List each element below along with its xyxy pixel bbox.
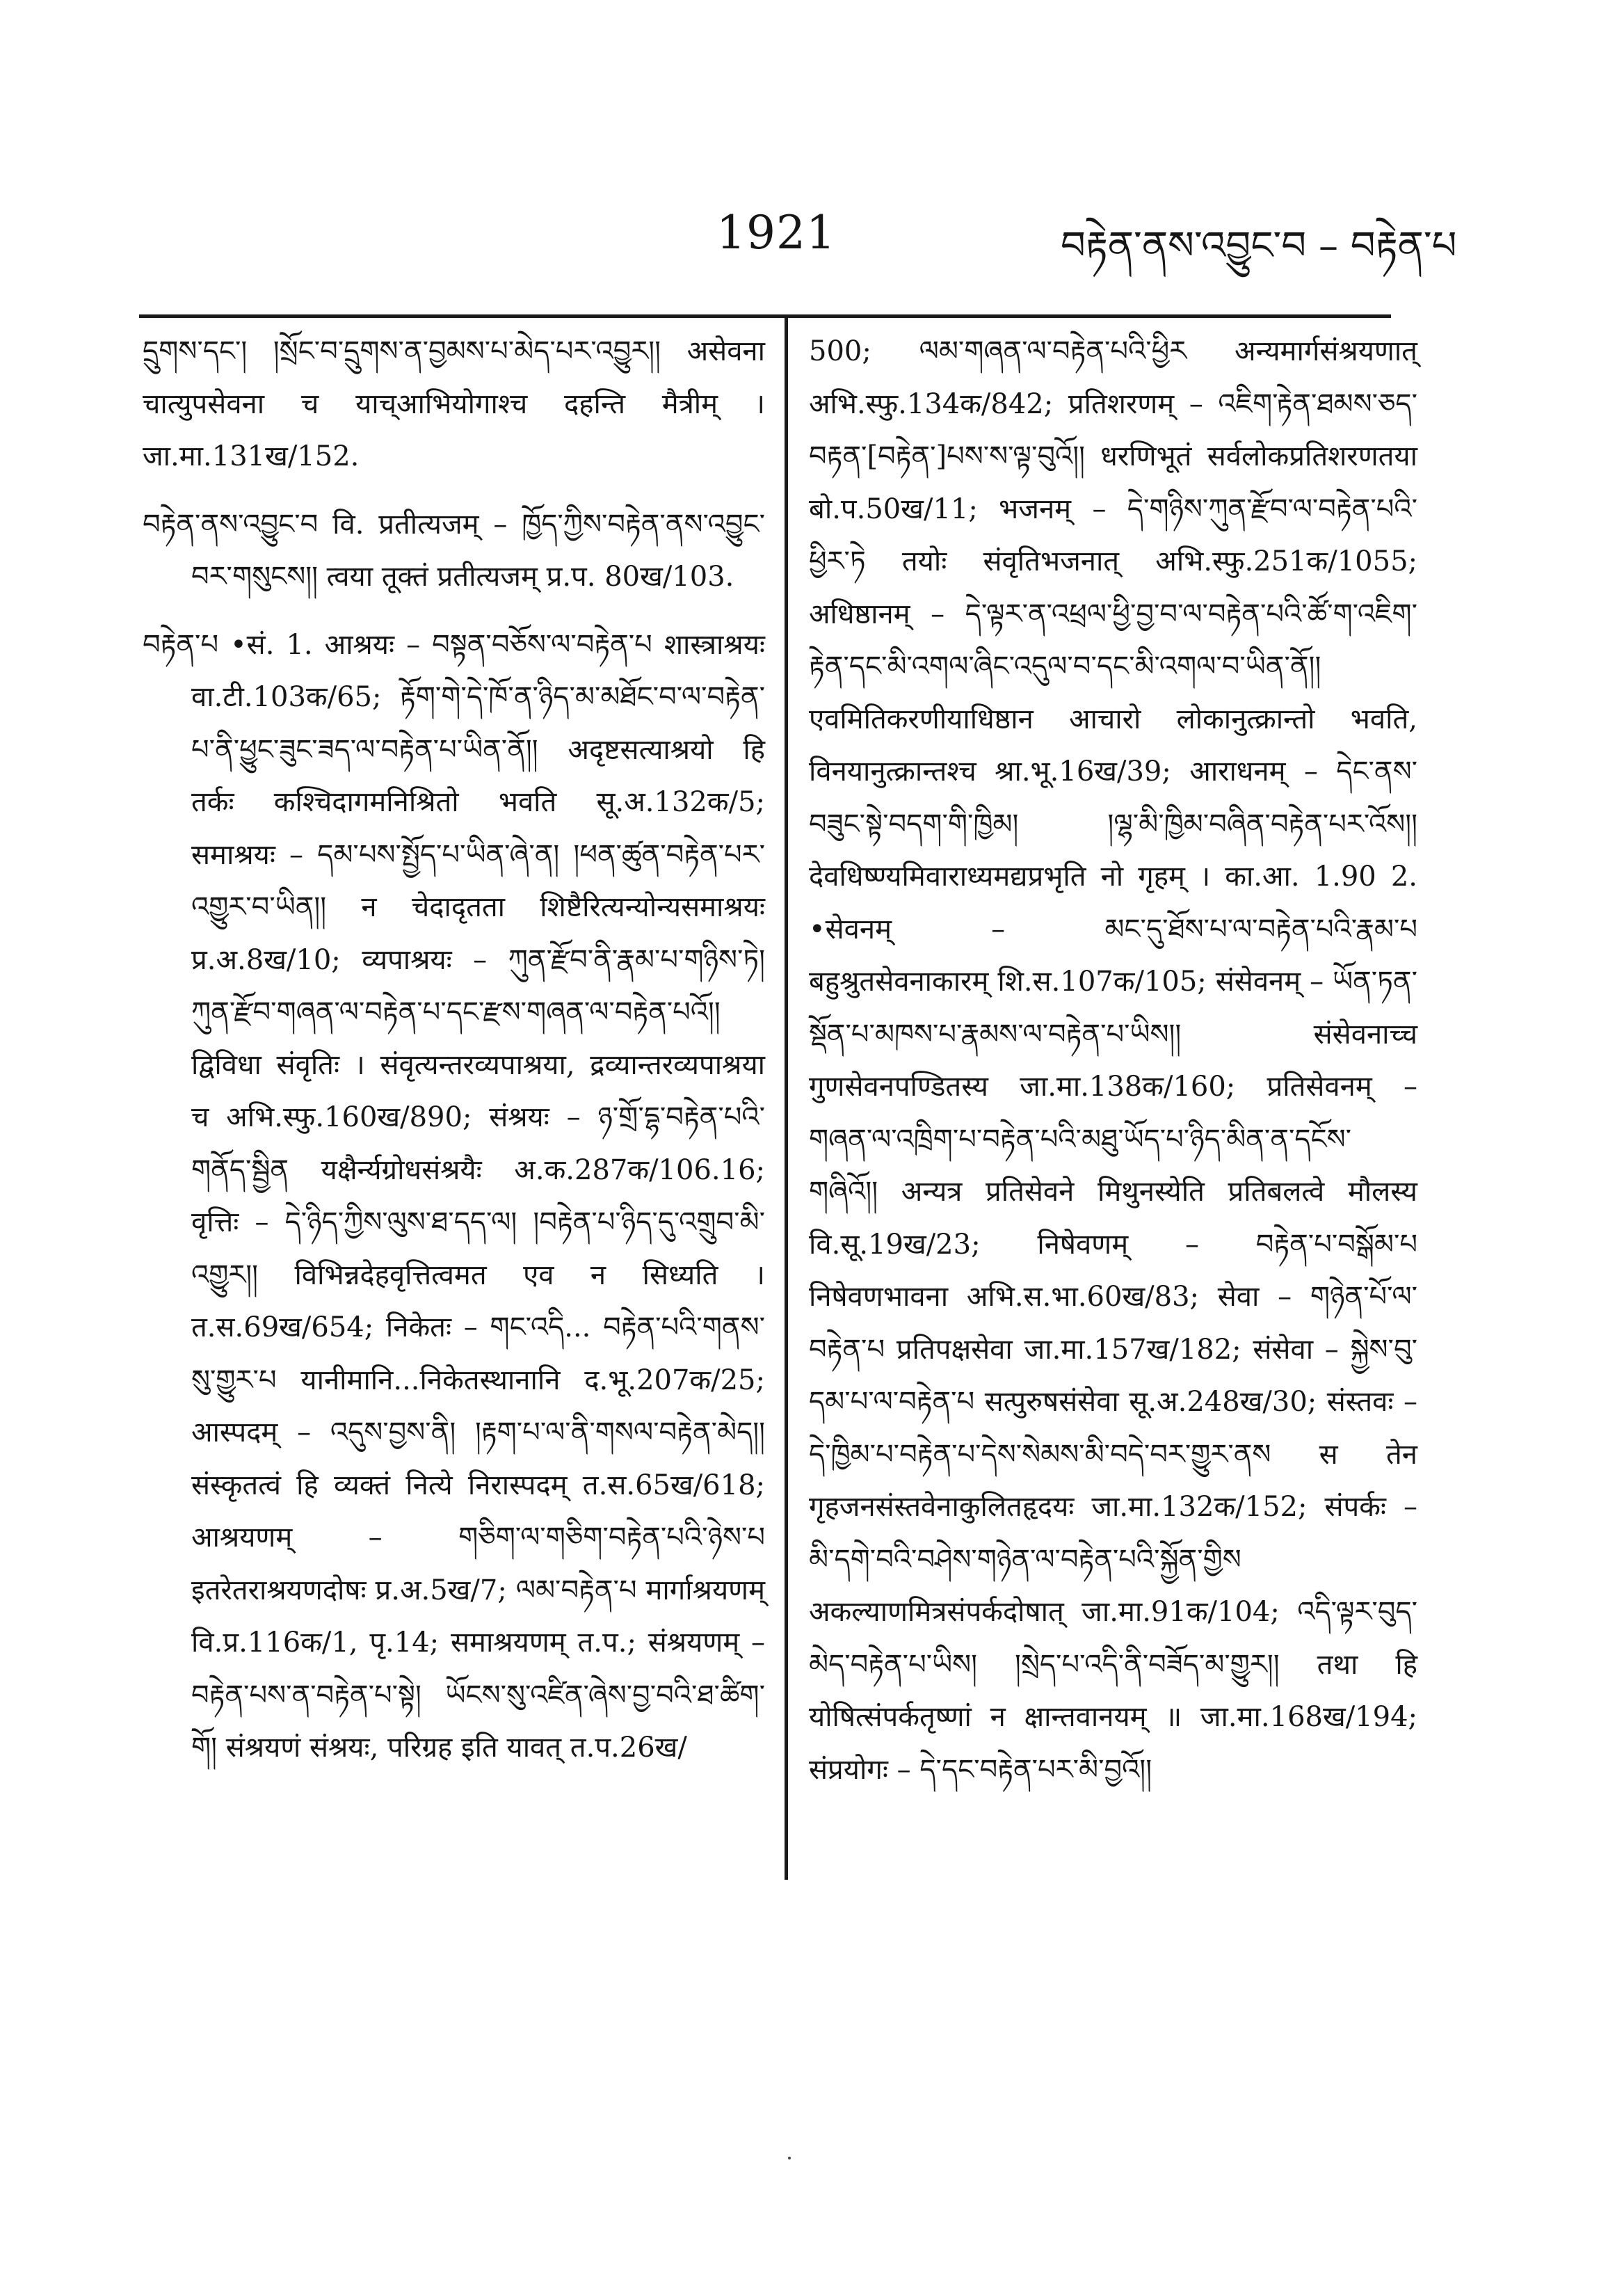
running-head: བརྟེན་ནས་འབྱུང་བ – བརྟེན་པ bbox=[1061, 223, 1457, 269]
entry-continuation-right bbox=[809, 326, 1417, 1796]
entry-text: བརྟེན་ནས་འབྱུང་བ वि. प्रतीत्यजम् – ཁྱོད་ཀྱིས་བརྟེན་ནས་འབྱུང་བར་གསུངས།། त्वया तूक्तं प्रतीत्यजम् प्र.प. 80ख/103. bbox=[143, 508, 765, 593]
right-column bbox=[809, 326, 1417, 1812]
entry-brten-pa bbox=[143, 619, 765, 1775]
entry-continuation bbox=[143, 326, 765, 484]
stray-mark bbox=[788, 2157, 791, 2159]
column-divider bbox=[785, 314, 788, 1880]
left-column bbox=[143, 326, 765, 1790]
entry-text: དྲུགས་དང་། །སྲོང་བ་དྲུགས་ན་བྱམས་པ་མེད་པར་འབྱུར།། असेवना चात्युपसेवना च याच्आभियोगाश्च दहन्ति मैत्रीम् । जा.मा.131ख/152. bbox=[143, 335, 765, 472]
page-number: 1921 bbox=[716, 206, 836, 259]
entry-text: 500; ལམ་གཞན་ལ་བརྟེན་པའི་ཕྱིར अन्यमार्गसंश्रयणात् अभि.स्फु.134क/842; प्रतिशरणम् – འཇིག་རྟེན་ཐམས་ཅད་བརྟན་[བརྟེན་]པས་ས་ལྟ་བུའོ།། धरणिभूतं सर्वलोकप्रतिशरणतया बो.प.50ख/11; भजनम् – དེ་གཉིས་ཀུན་རྫོབ་ལ་བརྟེན་པའི་ཕྱིར་ཏེ तयोः संवृतिभजनात् अभि.स्फु.251क/1055; अधिष्ठानम् – དེ་ལྟར་ན་འཕྲལ་ཕྱི་བྱ་བ་ལ་བརྟེན་པའི་ཚོ་ག་འཇིག་རྟེན་དང་མི་འགལ་ཞིང་འདུལ་བ་དང་མི་འགལ་བ་ཡིན་ནོ།། एवमितिकरणीयाधिष्ठान आचारो लोकानुत्क्रान्तो भवति, विनयानुत्क्रान्तश्च श्रा.भू.16ख/39; आराधनम् – དེང་ནས་བཟུང་སྟེ་བདག་གི་ཁྱིམ། །ལྷ་མི་ཁྱིམ་བཞིན་བརྟེན་པར་འོས།། देवधिष्ण्यमिवाराध्यमद्यप्रभृति नो गृहम् । का.आ. 1.90 2. •सेवनम् – མང་དུ་ཐོས་པ་ལ་བརྟེན་པའི་རྣམ་པ बहुश्रुतसेवनाकारम् शि.स.107क/105; संसेवनम् – ཡོན་ཏན་སྡོན་པ་མཁས་པ་རྣམས་ལ་བརྟེན་པ་ཡིས།། संसेवनाच्च गुणसेवनपण्डितस्य जा.मा.138क/160; प्रतिसेवनम् – གཞན་ལ་འཁྲིག་པ་བརྟེན་པའི་མཐུ་ཡོད་པ་ཉིད་མིན་ན་དངོས་གཞིའོ།། अन्यत्र प्रतिसेवने मिथुनस्येति प्रतिबलत्वे मौलस्य वि.सू.19ख/23; निषेवणम् – བརྟེན་པ་བསྒོམ་པ निषेवणभावना अभि.स.भा.60ख/83; सेवा – གཉེན་པོ་ལ་བརྟེན་པ प्रतिपक्षसेवा जा.मा.157ख/182; संसेवा – སྐྱེས་བུ་དམ་པ་ལ་བརྟེན་པ सत्पुरुषसंसेवा सू.अ.248ख/30; संस्तवः – དེ་ཁྱིམ་པ་བརྟེན་པ་དེས་སེམས་མི་བདེ་བར་གྱུར་ནས स तेन गृहजनसंस्तवेनाकुलितहृदयः जा.मा.132क/152; संपर्कः – མི་དགེ་བའི་བཤེས་གཉེན་ལ་བརྟེན་པའི་སྐྱོན་གྱིས अकल्याणमित्रसंपर्कदोषात् जा.मा.91क/104; འདི་ལྟར་བུད་མེད་བརྟེན་པ་ཡིས། །སྲེད་པ་འདི་ནི་བཟོད་མ་གྱུར།། तथा हि योषित्संपर्कतृष्णां न क्षान्तवानयम् ॥ जा.मा.168ख/194; संप्रयोगः – དེ་དང་བརྟེན་པར་མི་བྱའོ།། bbox=[809, 335, 1417, 1786]
entry-pratityajam bbox=[143, 499, 765, 604]
top-rule bbox=[139, 314, 1391, 318]
entry-text: བརྟེན་པ •सं. 1. आश्रयः – བསྟན་བཅོས་ལ་བརྟེན་པ शास्त्राश्रयः वा.टी.103क/65; རྟོག་གེ་དེ་ཁོ་ན་ཉིད་མ་མཐོང་བ་ལ་བརྟེན་པ་ནི་ཕྱུང་ཟུང་ཟད་ལ་བརྟེན་པ་ཡིན་ནོ།། अदृष्टसत्याश्रयो हि तर्कः कश्चिदागमनिश्रितो भवति सू.अ.132क/5; समाश्रयः – དམ་པས་སྤྱོད་པ་ཡིན་ཞེ་ན། །ཕན་ཚུན་བརྟེན་པར་འགྱུར་བ་ཡིན།། न चेदादृतता शिष्टैरित्यन्योन्यसमाश्रयः प्र.अ.8ख/10; व्यपाश्रयः – ཀུན་རྫོབ་ནི་རྣམ་པ་གཉིས་ཏེ། ཀུན་རྫོབ་གཞན་ལ་བརྟེན་པ་དང་རྫས་གཞན་ལ་བརྟེན་པའོ།། द्विविधा संवृतिः । संवृत्यन्तरव्यपाश्रया, द्रव्यान्तरव्यपाश्रया च अभि.स्फु.160ख/890; संश्रयः – ཉ་གྲོ་དྷ་བརྟེན་པའི་གནོད་སྦྱིན यक्षैर्न्यग्रोधसंश्रयैः अ.क.287क/106.16; वृत्तिः – དེ་ཉིད་ཀྱིས་ལུས་ཐ་དད་ལ། །བརྟེན་པ་ཉིད་དུ་འགྲུབ་མི་འགྱུར།། विभिन्नदेहवृत्तित्वमत एव न सिध्यति । त.स.69ख/654; निकेतः – གང་འདི... བརྟེན་པའི་གནས་སུ་གྱུར་པ यानीमानि...निकेतस्थानानि द.भू.207क/25; आस्पदम् – འདུས་བྱས་ནི། །རྟག་པ་ལ་ནི་གསལ་བརྟེན་མེད།། संस्कृतत्वं हि व्यक्तं नित्ये निरास्पदम् त.स.65ख/618; आश्रयणम् – གཅིག་ལ་གཅིག་བརྟེན་པའི་ཉེས་པ इतरेतराश्रयणदोषः प्र.अ.5ख/7; ལམ་བརྟེན་པ मार्गाश्रयणम् वि.प्र.116क/1, पृ.14; समाश्रयणम् त.प.; संश्रयणम् – བརྟེན་པས་ན་བརྟེན་པ་སྟེ། ཡོངས་སུ་འཛིན་ཞེས་བྱ་བའི་ཐ་ཚིག་གོ། संश्रयणं संश्रयः, परिग्रह इति यावत् त.प.26ख/ bbox=[143, 628, 765, 1764]
